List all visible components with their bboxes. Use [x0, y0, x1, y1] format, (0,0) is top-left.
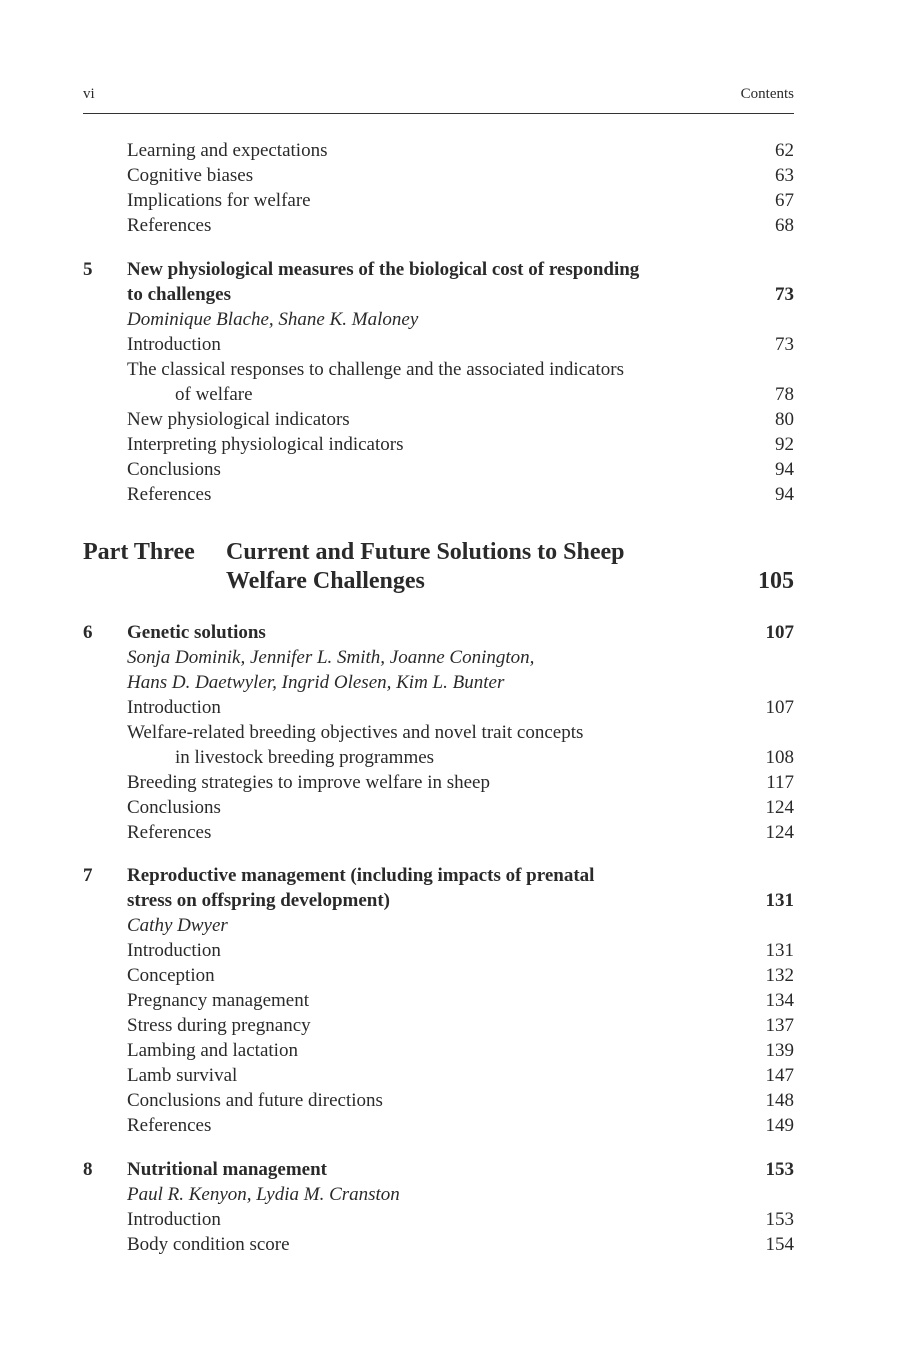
toc-entry-page: 124 [765, 822, 794, 843]
part-title-line[interactable]: Welfare Challenges [226, 568, 425, 594]
toc-entry[interactable] [127, 720, 794, 745]
toc-entry-page: 154 [765, 1234, 794, 1255]
toc-entry[interactable] [127, 432, 794, 457]
chapter-authors [127, 307, 794, 332]
chapter-number: 7 [83, 865, 93, 886]
toc-entry-title: in livestock breeding programmes [175, 747, 435, 768]
toc-entry-title: of welfare [175, 384, 253, 405]
toc-entry-title: Stress during pregnancy [127, 1015, 311, 1036]
toc-entry[interactable] [127, 988, 794, 1013]
toc-entry-title: Implications for welfare [127, 190, 311, 211]
toc-entry-page: 107 [765, 697, 794, 718]
toc-entry[interactable] [127, 188, 794, 213]
authors-text: Hans D. Daetwyler, Ingrid Olesen, Kim L. Bunter [127, 672, 505, 693]
authors-text: Sonja Dominik, Jennifer L. Smith, Joanne Conington, [127, 647, 535, 668]
toc-entry-page: 139 [765, 1040, 794, 1061]
toc-entry[interactable] [127, 357, 794, 382]
toc-entry-page: 63 [775, 165, 794, 186]
toc-entry-title: Introduction [127, 940, 221, 961]
part-title-line[interactable]: Current and Future Solutions to Sheep [226, 539, 625, 565]
chapter-number: 5 [83, 259, 93, 280]
toc-entry-title: Introduction [127, 334, 221, 355]
toc-entry-page: 137 [765, 1015, 794, 1036]
toc-entry-title: References [127, 1115, 212, 1136]
chapter-title[interactable] [127, 620, 794, 645]
chapter-title-line: Genetic solutions [127, 622, 266, 643]
toc-entry-continued[interactable] [127, 382, 794, 407]
toc-entry-title: Lambing and lactation [127, 1040, 298, 1061]
running-head: Contents [740, 86, 794, 102]
chapter-authors [127, 670, 794, 695]
toc-entry-title: Conclusions [127, 797, 221, 818]
chapter-page: 153 [765, 1159, 794, 1180]
part-page: 105 [758, 568, 794, 594]
chapter-title[interactable] [127, 257, 794, 282]
toc-entry-page: 62 [775, 140, 794, 161]
toc-entry-page: 124 [765, 797, 794, 818]
toc-entry-page: 131 [765, 940, 794, 961]
toc-entry-title: Cognitive biases [127, 165, 254, 186]
chapter-authors [127, 645, 794, 670]
chapter-title[interactable] [127, 1157, 794, 1182]
page-folio: vi [83, 86, 95, 102]
toc-entry[interactable] [127, 1038, 794, 1063]
toc-entry[interactable] [127, 213, 794, 238]
authors-text: Cathy Dwyer [127, 915, 228, 936]
page-header [83, 86, 794, 106]
chapter-title[interactable] [127, 863, 794, 888]
chapter-title-line: stress on offspring development) [127, 890, 391, 911]
toc-entry-title: Introduction [127, 697, 221, 718]
toc-entry-page: 92 [775, 434, 794, 455]
toc-entry[interactable] [127, 770, 794, 795]
toc-entry-page: 117 [766, 772, 794, 793]
toc-entry-title: The classical responses to challenge and the associated indicators [127, 359, 624, 380]
chapter-page: 107 [765, 622, 794, 643]
toc-entry-page: 94 [775, 484, 794, 505]
toc-entry[interactable] [127, 695, 794, 720]
toc-entry-title: References [127, 215, 212, 236]
toc-entry-title: Breeding strategies to improve welfare in sheep [127, 772, 490, 793]
toc-entry[interactable] [127, 820, 794, 845]
toc-entry-page: 147 [765, 1065, 794, 1086]
toc-entry-page: 73 [775, 334, 794, 355]
toc-entry[interactable] [127, 795, 794, 820]
toc-entry-page: 149 [765, 1115, 794, 1136]
header-rule [83, 113, 794, 114]
chapter-title[interactable] [127, 888, 794, 913]
toc-entry-page: 132 [765, 965, 794, 986]
toc-entry-title: Interpreting physiological indicators [127, 434, 404, 455]
toc-entry-page: 153 [765, 1209, 794, 1230]
chapter-title[interactable] [127, 282, 794, 307]
toc-entry-title: References [127, 484, 212, 505]
toc-entry-title: Body condition score [127, 1234, 290, 1255]
toc-entry-title: Introduction [127, 1209, 221, 1230]
toc-entry-title: References [127, 822, 212, 843]
toc-entry[interactable] [127, 1013, 794, 1038]
toc-entry-page: 78 [775, 384, 794, 405]
toc-entry-page: 148 [765, 1090, 794, 1111]
toc-entry-page: 134 [765, 990, 794, 1011]
toc-entry[interactable] [127, 332, 794, 357]
chapter-page: 73 [775, 284, 794, 305]
toc-entry[interactable] [127, 1232, 794, 1257]
toc-entry-title: Conception [127, 965, 215, 986]
chapter-authors [127, 913, 794, 938]
toc-entry[interactable] [127, 163, 794, 188]
chapter-page: 131 [765, 890, 794, 911]
toc-entry[interactable] [127, 407, 794, 432]
toc-entry-title: New physiological indicators [127, 409, 350, 430]
toc-entry-title: Lamb survival [127, 1065, 238, 1086]
toc-entry[interactable] [127, 1063, 794, 1088]
chapter-number: 6 [83, 622, 93, 643]
toc-entry[interactable] [127, 938, 794, 963]
toc-entry-title: Conclusions [127, 459, 221, 480]
toc-entry-title: Pregnancy management [127, 990, 310, 1011]
toc-entry-title: Learning and expectations [127, 140, 328, 161]
chapter-title-line: New physiological measures of the biological cost of responding [127, 259, 640, 280]
toc-entry-page: 67 [775, 190, 794, 211]
authors-text: Paul R. Kenyon, Lydia M. Cranston [127, 1184, 400, 1205]
toc-entry-page: 80 [775, 409, 794, 430]
toc-entry[interactable] [127, 1113, 794, 1138]
chapter-authors [127, 1182, 794, 1207]
chapter-number: 8 [83, 1159, 93, 1180]
toc-entry-continued[interactable] [127, 745, 794, 770]
toc-entry-page: 108 [765, 747, 794, 768]
toc-entry-page: 94 [775, 459, 794, 480]
part-label: Part Three [83, 539, 195, 565]
toc-entry[interactable] [127, 1207, 794, 1232]
toc-entry[interactable] [127, 482, 794, 507]
authors-text: Dominique Blache, Shane K. Maloney [127, 309, 419, 330]
chapter-title-line: to challenges [127, 284, 231, 305]
toc-entry-title: Conclusions and future directions [127, 1090, 383, 1111]
toc-entry-title: Welfare-related breeding objectives and novel trait concepts [127, 722, 584, 743]
toc-entry[interactable] [127, 457, 794, 482]
toc-entry[interactable] [127, 138, 794, 163]
chapter-title-line: Reproductive management (including impacts of prenatal [127, 865, 595, 886]
toc-entry[interactable] [127, 1088, 794, 1113]
chapter-title-line: Nutritional management [127, 1159, 328, 1180]
toc-entry[interactable] [127, 963, 794, 988]
toc-entry-page: 68 [775, 215, 794, 236]
